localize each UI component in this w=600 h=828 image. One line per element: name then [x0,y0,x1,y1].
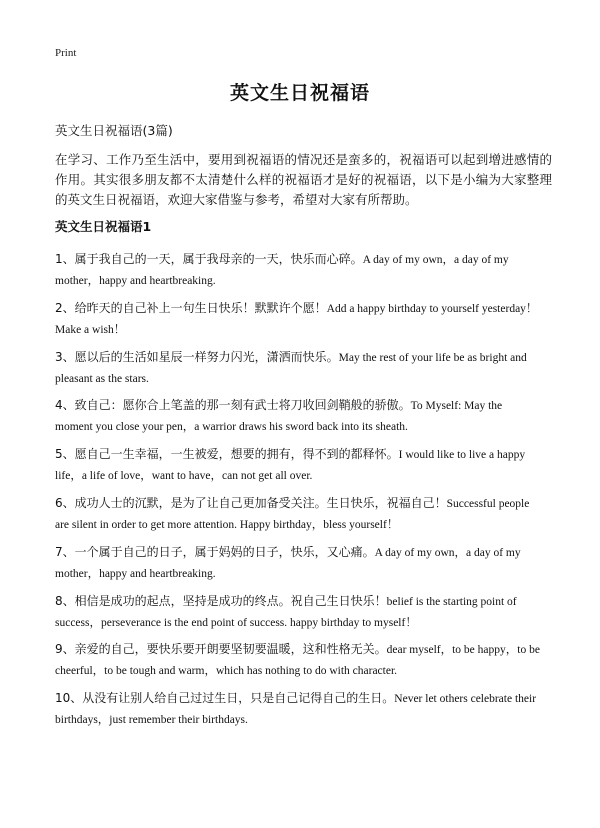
intro-paragraph: 在学习、工作乃至生活中，要用到祝福语的情况还是蛮多的，祝福语可以起到增进感情的作用。其实很多朋友都不太清楚什么样的祝福语才是好的祝福语，以下是小编为大家整理的英文生日祝福语，欢迎大家借鉴与参考，希望对大家有所帮助。 [55,152,552,207]
item-english-text: Never let others celebrate their birthdays，just remember their birthdays. [55,693,537,727]
item-chinese-text: 10、从没有让别人给自己过过生日，只是自己记得自己的生日。 [55,691,395,706]
list-item [55,493,542,542]
item-chinese-text: 3、愿以后的生活如星辰一样努力闪光，潇洒而快乐。 [55,349,339,364]
list-item [55,639,542,688]
item-english-text: Add a happy birthday to yourself yesterday！ Make a wish！ [55,302,538,336]
item-english-text: A day of my own，a day of my mother，happy and heartbreaking. [55,254,509,287]
page-title: 英文生日祝福语 [229,82,370,104]
item-english-text: Successful people are silent in order to get more attention. Happy birthday，bless yourself！ [55,497,530,531]
item-chinese-text: 1、属于我自己的一天，属于我母亲的一天，快乐而心碎。 [55,252,363,266]
item-chinese-text: 7、一个属于自己的日子，属于妈妈的日子，快乐，又心痛。 [55,544,375,559]
list-item [55,444,542,493]
list-item [55,688,542,737]
item-english-text: dear myself，to be happy，to be cheerful，to be tough and warm，which has nothing to do with character. [55,644,540,678]
item-english-text: A day of my own，a day of my mother，happy and heartbreaking. [55,546,521,580]
list-item [55,347,542,396]
item-chinese-text: 6、成功人士的沉默，是为了让自己更加备受关注。生日快乐，祝福自己！ [55,495,447,510]
item-chinese-text: 8、相信是成功的起点，坚持是成功的终点。祝自己生日快乐！ [55,593,387,608]
item-chinese-text: 2、给昨天的自己补上一句生日快乐！默默许个愿！ [55,300,327,315]
document-subtitle: 英文生日祝福语(3篇) [55,123,173,138]
list-item [55,395,542,444]
list-item [55,298,542,347]
list-item [55,249,542,298]
item-english-text: May the rest of your life be as bright and pleasant as the stars. [55,351,527,385]
item-chinese-text: 9、亲爱的自己，要快乐要开朗要坚韧要温暖，这和性格无关。 [55,642,387,657]
wish-list [55,249,542,737]
item-english-text: belief is the starting point of success，perseverance is the end point of success. happy birthday to myself！ [55,595,517,629]
list-item [55,542,542,591]
item-english-text: I would like to live a happy life，a life of love，want to have，can not get all over. [55,449,526,483]
item-chinese-text: 5、愿自己一生幸福，一生被爱，想要的拥有，得不到的都释怀。 [55,447,399,462]
print-label: Print [55,47,77,59]
item-english-text: To Myself: May the moment you close your pen，a warrior draws his sword back into its sheath. [55,400,503,434]
section-heading: 英文生日祝福语1 [55,219,152,234]
item-chinese-text: 4、致自己：愿你合上笔盖的那一刻有武士将刀收回剑鞘般的骄傲。 [55,398,411,413]
list-item [55,591,542,640]
